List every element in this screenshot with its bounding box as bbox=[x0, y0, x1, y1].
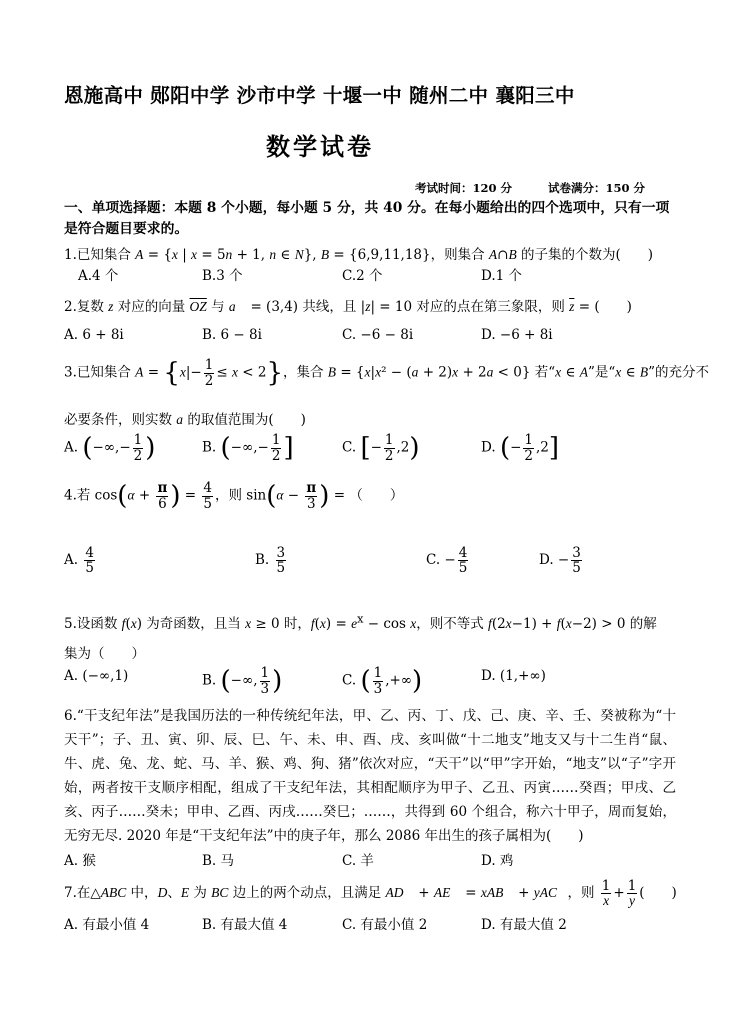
q4-option-c: C. − $\frac{4}{5}$ bbox=[426, 545, 468, 577]
q1-option-d: D.1 个 bbox=[481, 268, 523, 284]
q6-option-b: B. 马 bbox=[202, 853, 235, 869]
exam-time: 考试时间：120 分 bbox=[415, 181, 513, 195]
q4-option-a: A. $\frac{4}{5}$ bbox=[64, 545, 94, 577]
q3-option-a: A. (−∞,− $\frac{1}{2}$ ) bbox=[64, 432, 156, 464]
question-2: 2.复数 z 对应的向量 $\overline{OZ}$ 与 a⃗ = (3,4) 共线，且 |z| = 10 对应的点在第三象限，则 $\overline{z}$ = ( ) bbox=[64, 299, 632, 315]
q2-option-b: B. 6 − 8i bbox=[202, 327, 262, 343]
question-7: 7.在△ABC 中，D、E 为 BC 边上的两个动点，且满足 AD⃗ + AE⃗ = xAB⃗ + yAC⃗，则 $\frac{1}{x}$ + $\frac{1}{y}$ ( ) bbox=[64, 878, 677, 909]
schools-header: 恩施高中 郧阳中学 沙市中学 十堰一中 随州二中 襄阳三中 bbox=[64, 84, 575, 107]
question-6: 6.“干支纪年法”是我国历法的一种传统纪年法，甲、乙、丙、丁、戊、己、庚、辛、壬、癸被称为“十天干”；子、丑、寅、卯、辰、巳、午、未、申、酉、戌、亥叫做“十二地支”地支又与十二生肖“鼠、牛、虎、兔、龙、蛇、马、羊、猴、鸡、狗、猪”依次对应，“天干”以“甲”字开始，“地支”以“子”字开始，两者按干支顺序相配，组成了干支纪年法，其相配顺序为甲子、乙丑、丙寅……癸酉；甲戌、乙亥、丙子……癸未；甲申、乙酉、丙戌……癸巳；……，共得到 60 个组合，称六十甲子，周而复始，无穷无尽. 2020 年是“干支纪年法”中的庚子年，那么 2086 年出生的孩子属相为( ) bbox=[64, 708, 676, 844]
q4-option-b: B. $\frac{3}{5}$ bbox=[255, 545, 286, 577]
q2-option-d: D. −6 + 8i bbox=[481, 327, 553, 343]
q3-option-c: C. [− $\frac{1}{2}$ ,2) bbox=[342, 432, 420, 464]
q3-option-d: D. (− $\frac{1}{2}$ ,2] bbox=[481, 432, 560, 464]
question-3: 3.已知集合 A = {x|− $\frac{1}{2}$ ≤ x < 2}，集合 B = {x|x² − (a + 2)x + 2a < 0} 若“x ∈ A”是“x ∈ B”的充分不 bbox=[64, 357, 710, 389]
q1-option-c: C.2 个 bbox=[342, 268, 383, 284]
q5-option-a: A. (−∞,1) bbox=[64, 668, 129, 684]
q6-option-d: D. 鸡 bbox=[481, 853, 514, 869]
q7-option-a: A. 有最小值 4 bbox=[64, 917, 150, 933]
q7-option-c: C. 有最小值 2 bbox=[342, 917, 428, 933]
question-5: 5.设函数 f(x) 为奇函数，且当 x ≥ 0 时，$f(x) = e^x - \cos x$，则不等式 f(2x−1) + f(x−2) > 0 的解 bbox=[64, 612, 657, 632]
q1-option-a: A.4 个 bbox=[78, 268, 119, 284]
q6-option-a: A. 猴 bbox=[64, 853, 96, 869]
question-3-cont: 必要条件，则实数 a 的取值范围为( ) bbox=[64, 412, 306, 428]
exam-meta bbox=[415, 180, 681, 196]
question-1: 1.已知集合 A = {x | x = 5n + 1, n ∈ N}, B = {6,9,11,18}，则集合 A∩B 的子集的个数为( ) bbox=[64, 247, 654, 263]
q1-option-b: B.3 个 bbox=[202, 268, 243, 284]
section-heading: 一、单项选择题：本题 8 个小题，每小题 5 分，共 40 分。在每小题给出的四个选项中，只有一项是符合题目要求的。 bbox=[64, 200, 670, 237]
q4-option-d: D. − $\frac{3}{5}$ bbox=[539, 545, 581, 577]
q5-option-d: D. (1,+∞) bbox=[481, 668, 546, 684]
q7-option-d: D. 有最大值 2 bbox=[481, 917, 567, 933]
full-score: 试卷满分：150 分 bbox=[548, 181, 646, 195]
q2-option-c: C. −6 − 8i bbox=[342, 327, 414, 343]
q2-option-a: A. 6 + 8i bbox=[64, 327, 124, 343]
q5-option-b: B. (−∞, $\frac{1}{3}$ ) bbox=[202, 665, 283, 697]
exam-title: 数学试卷 bbox=[266, 132, 374, 161]
q7-option-b: B. 有最大值 4 bbox=[202, 917, 288, 933]
q3-option-b: B. (−∞,− $\frac{1}{2}$ ] bbox=[202, 432, 294, 464]
q6-option-c: C. 羊 bbox=[342, 853, 374, 869]
question-5-cont: 集为（ ） bbox=[64, 646, 145, 662]
q5-option-c: C. ( $\frac{1}{3}$ ,+∞) bbox=[342, 665, 423, 697]
question-4: 4.若 cos(α + $\frac{\pi}{6}$ ) = $\frac{4}{5}$ ，则 sin(α − $\frac{\pi}{3}$ ) = （ ） bbox=[64, 480, 404, 512]
